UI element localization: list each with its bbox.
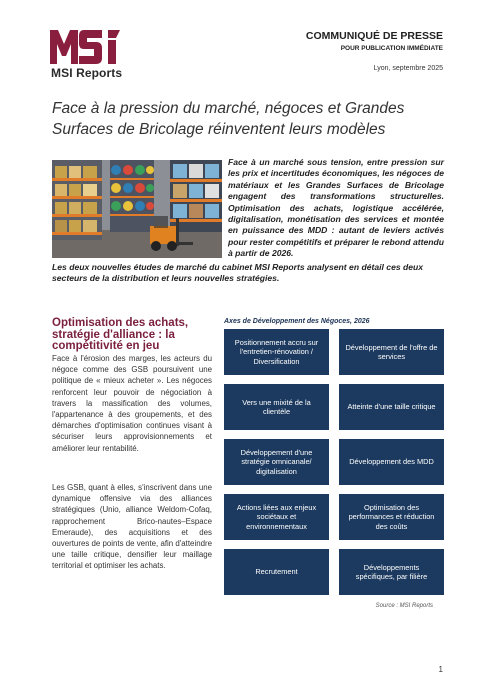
headline: Face à la pression du marché, négoces et Grandes Surfaces de Bricolage réinventent leurs modèles [52,100,405,138]
page-number: 1 [438,665,443,674]
axis-box: Développement de l'offre de services [339,329,444,375]
source-note: Source : MSI Reports [375,603,433,609]
axis-box: Atteinte d'une taille critique [339,384,444,430]
intro-paragraph: Face à un marché sous tension, entre pression sur les prix et incertitudes économiques, les négoces de matériaux et les Grandes Surfaces de Bricolage engagent des transformations structurelles. Optimisation des achats, logistique accélérée, digitalisation, monétisation des services et montée en puissance des MDD : autant de leviers activés pour rester compétitifs et préparer le rebond attendu à partir de 2026. [228,157,444,259]
warehouse-image [52,160,222,258]
axis-box: Développement des MDD [339,439,444,485]
section-title: Optimisation des achats, stratégie d'alliance : la compétitivité en jeu [52,317,189,352]
section-paragraph-1: Face à l'érosion des marges, les acteurs du négoce comme des GSB poursuivent une politique de « mieux acheter ». Les négoces renforcent leur pouvoir de négociation à travers la massification des volumes, l'appartenance à des groupements, et des démarches d'optimisation continues visant à sécuriser leurs approvisionnements et améliorer leur rentabilité. [52,354,212,453]
axis-box: Positionnement accru sur l'entretien-rénovation / Diversification [224,329,329,375]
release-date: Lyon, septembre 2025 [373,65,443,72]
section-paragraph-2: Les GSB, quant à elles, s'inscrivent dans une dynamique offensive via des alliances stratégiques (Unio, alliance Weldom-Cofaq, rapprochement Brico-nautes–Espace Emeraude), des acquisitions et des ouvertures de points de vente, afin d'atteindre une taille critique, densifier leur maillage territorial et optimiser les achats. [52,483,212,571]
axis-box: Recrutement [224,549,329,595]
axis-box: Développements spécifiques, par filière [339,549,444,595]
brand-logo [50,30,130,82]
axis-box: Développement d'une stratégie omnicanale/ digitalisation [224,439,329,485]
msi-logo-icon [50,30,126,64]
axis-box: Optimisation des performances et réduction des coûts [339,494,444,540]
panel-title: Axes de Développement des Négoces, 2026 [224,318,370,325]
axis-box: Vers une mixité de la clientèle [224,384,329,430]
logo-text: MSI Reports [51,66,123,80]
press-release-subtitle: POUR PUBLICATION IMMÉDIATE [340,45,443,52]
axis-box: Actions liées aux enjeux sociétaux et environnementaux [224,494,329,540]
intro-paragraph-2: Les deux nouvelles études de marché du cabinet MSI Reports analysent en détail ces deux secteurs de la distribution et leurs nouvelles stratégies. [52,262,424,284]
press-release-title: COMMUNIQUÉ DE PRESSE [305,30,443,42]
